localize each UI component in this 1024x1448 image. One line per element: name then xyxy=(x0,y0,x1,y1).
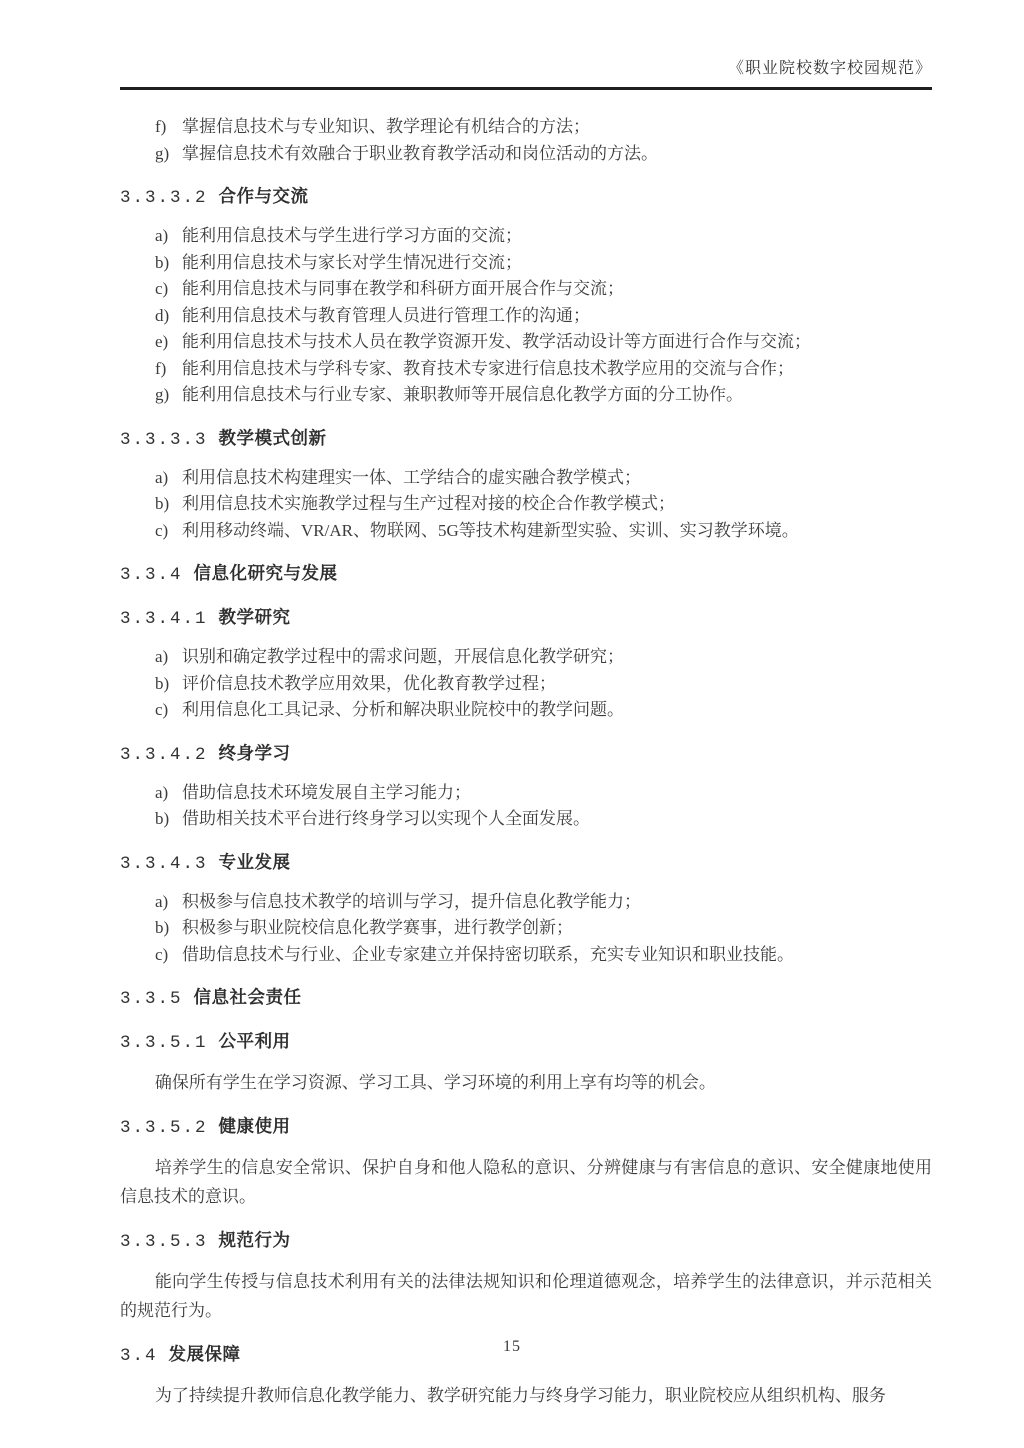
list-item-text: 利用信息技术实施教学过程与生产过程对接的校企合作教学模式； xyxy=(182,494,675,513)
clause-list xyxy=(120,644,932,724)
section-heading xyxy=(120,1113,932,1141)
list-item-text: 能利用信息技术与学科专家、教育技术专家进行信息技术教学应用的交流与合作； xyxy=(182,358,794,378)
list-item-marker: a) xyxy=(155,891,169,911)
list-item-marker: b) xyxy=(155,252,170,272)
section-number: 3.3.5 xyxy=(120,989,183,1009)
list-item-text: 掌握信息技术与专业知识、教学理论有机结合的方法； xyxy=(182,117,590,136)
list-item xyxy=(120,671,932,698)
running-head-title: 《职业院校数字校园规范》 xyxy=(727,60,932,77)
section-number: 3.3.3.3 xyxy=(120,429,208,450)
clause-list xyxy=(120,114,932,167)
clause-list xyxy=(120,465,932,545)
list-item xyxy=(120,329,932,356)
list-item-marker: f) xyxy=(155,117,167,136)
clause-list xyxy=(120,780,932,833)
list-item xyxy=(120,276,932,303)
list-item-marker: a) xyxy=(155,647,169,666)
section-heading xyxy=(120,1227,932,1255)
list-item xyxy=(120,465,932,492)
list-item xyxy=(120,518,932,545)
section-title: 专业发展 xyxy=(218,851,291,872)
list-item-text: 借助相关技术平台进行终身学习以实现个人全面发展。 xyxy=(182,809,590,828)
list-item-marker: d) xyxy=(155,305,170,325)
list-item xyxy=(120,780,932,807)
list-item-marker: a) xyxy=(155,782,169,802)
section-number: 3.3.5.1 xyxy=(120,1033,208,1053)
document-body xyxy=(120,90,932,1410)
list-item-marker: b) xyxy=(155,809,170,828)
section-title: 信息化研究与发展 xyxy=(193,563,338,583)
list-item-marker: a) xyxy=(155,226,169,245)
list-item-text: 能利用信息技术与技术人员在教学资源开发、教学活动设计等方面进行合作与交流； xyxy=(182,332,811,351)
section-heading xyxy=(120,604,932,632)
section-number: 3.3.5.3 xyxy=(120,1232,208,1252)
section-number: 3.3.4 xyxy=(120,565,183,585)
clause-list xyxy=(120,889,932,969)
list-item xyxy=(120,806,932,833)
section-heading xyxy=(120,183,932,211)
section-title: 健康使用 xyxy=(218,1116,291,1136)
section-title: 发展保障 xyxy=(168,1344,241,1364)
list-item-marker: b) xyxy=(155,673,170,693)
list-item-marker: f) xyxy=(155,358,167,378)
list-item xyxy=(120,697,932,724)
list-item-text: 利用移动终端、VR/AR、物联网、5G等技术构建新型实验、实训、实习教学环境。 xyxy=(182,520,799,540)
section-number: 3.3.4.3 xyxy=(120,853,208,874)
section-number: 3.3.4.2 xyxy=(120,744,208,765)
list-item-marker: c) xyxy=(155,944,169,964)
list-item xyxy=(120,223,932,250)
section-title: 合作与交流 xyxy=(218,186,309,206)
list-item-marker: g) xyxy=(155,143,170,163)
section-heading xyxy=(120,984,932,1012)
section-heading xyxy=(120,740,932,768)
list-item xyxy=(120,114,932,141)
section-title: 规范行为 xyxy=(218,1230,291,1250)
list-item-text: 利用信息技术构建理实一体、工学结合的虚实融合教学模式； xyxy=(182,467,641,487)
paragraph: 为了持续提升教师信息化教学能力、教学研究能力与终身学习能力，职业院校应从组织机构、服务 xyxy=(154,1386,886,1405)
list-item-text: 能利用信息技术与教育管理人员进行管理工作的沟通； xyxy=(182,305,590,325)
section-heading xyxy=(120,560,932,588)
list-item-text: 掌握信息技术有效融合于职业教育教学活动和岗位活动的方法。 xyxy=(182,143,658,163)
section-number: 3.3.3.2 xyxy=(120,188,208,208)
list-item xyxy=(120,382,932,409)
paragraph: 能向学生传授与信息技术利用有关的法律法规知识和伦理道德观念，培养学生的法律意识，并示范相关的规范行为。 xyxy=(120,1272,932,1320)
list-item xyxy=(120,491,932,518)
list-item-text: 能利用信息技术与家长对学生情况进行交流； xyxy=(182,252,522,272)
list-item-text: 利用信息化工具记录、分析和解决职业院校中的教学问题。 xyxy=(182,700,624,719)
list-item-marker: c) xyxy=(155,520,169,540)
section-title: 信息社会责任 xyxy=(193,987,302,1007)
section-title: 教学模式创新 xyxy=(218,427,327,448)
list-item xyxy=(120,303,932,330)
list-item xyxy=(120,356,932,383)
section-number: 3.4 xyxy=(120,1346,158,1366)
list-item-marker: c) xyxy=(155,279,169,298)
section-title: 终身学习 xyxy=(218,742,291,763)
section-title: 公平利用 xyxy=(218,1031,291,1051)
paragraph: 培养学生的信息安全常识、保护自身和他人隐私的意识、分辨健康与有害信息的意识、安全健康地使用信息技术的意识。 xyxy=(120,1158,932,1206)
section-heading xyxy=(120,1028,932,1056)
list-item-text: 能利用信息技术与行业专家、兼职教师等开展信息化教学方面的分工协作。 xyxy=(182,385,743,404)
list-item-marker: e) xyxy=(155,332,169,351)
section-heading xyxy=(120,425,932,453)
section-heading xyxy=(120,849,932,877)
page-footer xyxy=(0,1338,1024,1356)
section-number: 3.3.5.2 xyxy=(120,1118,208,1138)
list-item-text: 积极参与信息技术教学的培训与学习，提升信息化教学能力； xyxy=(182,891,641,911)
page-header xyxy=(120,58,932,90)
section-number: 3.3.4.1 xyxy=(120,609,208,629)
list-item-text: 借助信息技术环境发展自主学习能力； xyxy=(182,782,471,802)
list-item-text: 借助信息技术与行业、企业专家建立并保持密切联系，充实专业知识和职业技能。 xyxy=(182,944,794,964)
list-item-text: 识别和确定教学过程中的需求问题，开展信息化教学研究； xyxy=(182,647,624,666)
list-item-text: 积极参与职业院校信息化教学赛事，进行教学创新； xyxy=(182,918,573,937)
list-item-marker: g) xyxy=(155,385,170,404)
list-item-text: 评价信息技术教学应用效果，优化教育教学过程； xyxy=(182,673,556,693)
list-item-text: 能利用信息技术与同事在教学和科研方面开展合作与交流； xyxy=(182,279,624,298)
list-item-marker: a) xyxy=(155,467,169,487)
list-item xyxy=(120,250,932,277)
list-item-text: 能利用信息技术与学生进行学习方面的交流； xyxy=(182,226,522,245)
clause-list xyxy=(120,223,932,409)
list-item xyxy=(120,644,932,671)
list-item xyxy=(120,141,932,168)
list-item xyxy=(120,915,932,942)
list-item xyxy=(120,942,932,969)
list-item-marker: c) xyxy=(155,700,169,719)
list-item-marker: b) xyxy=(155,918,170,937)
section-title: 教学研究 xyxy=(218,607,291,627)
list-item-marker: b) xyxy=(155,494,170,513)
list-item xyxy=(120,889,932,916)
page-number: 15 xyxy=(503,1338,521,1355)
paragraph: 确保所有学生在学习资源、学习工具、学习环境的利用上享有均等的机会。 xyxy=(154,1073,716,1092)
